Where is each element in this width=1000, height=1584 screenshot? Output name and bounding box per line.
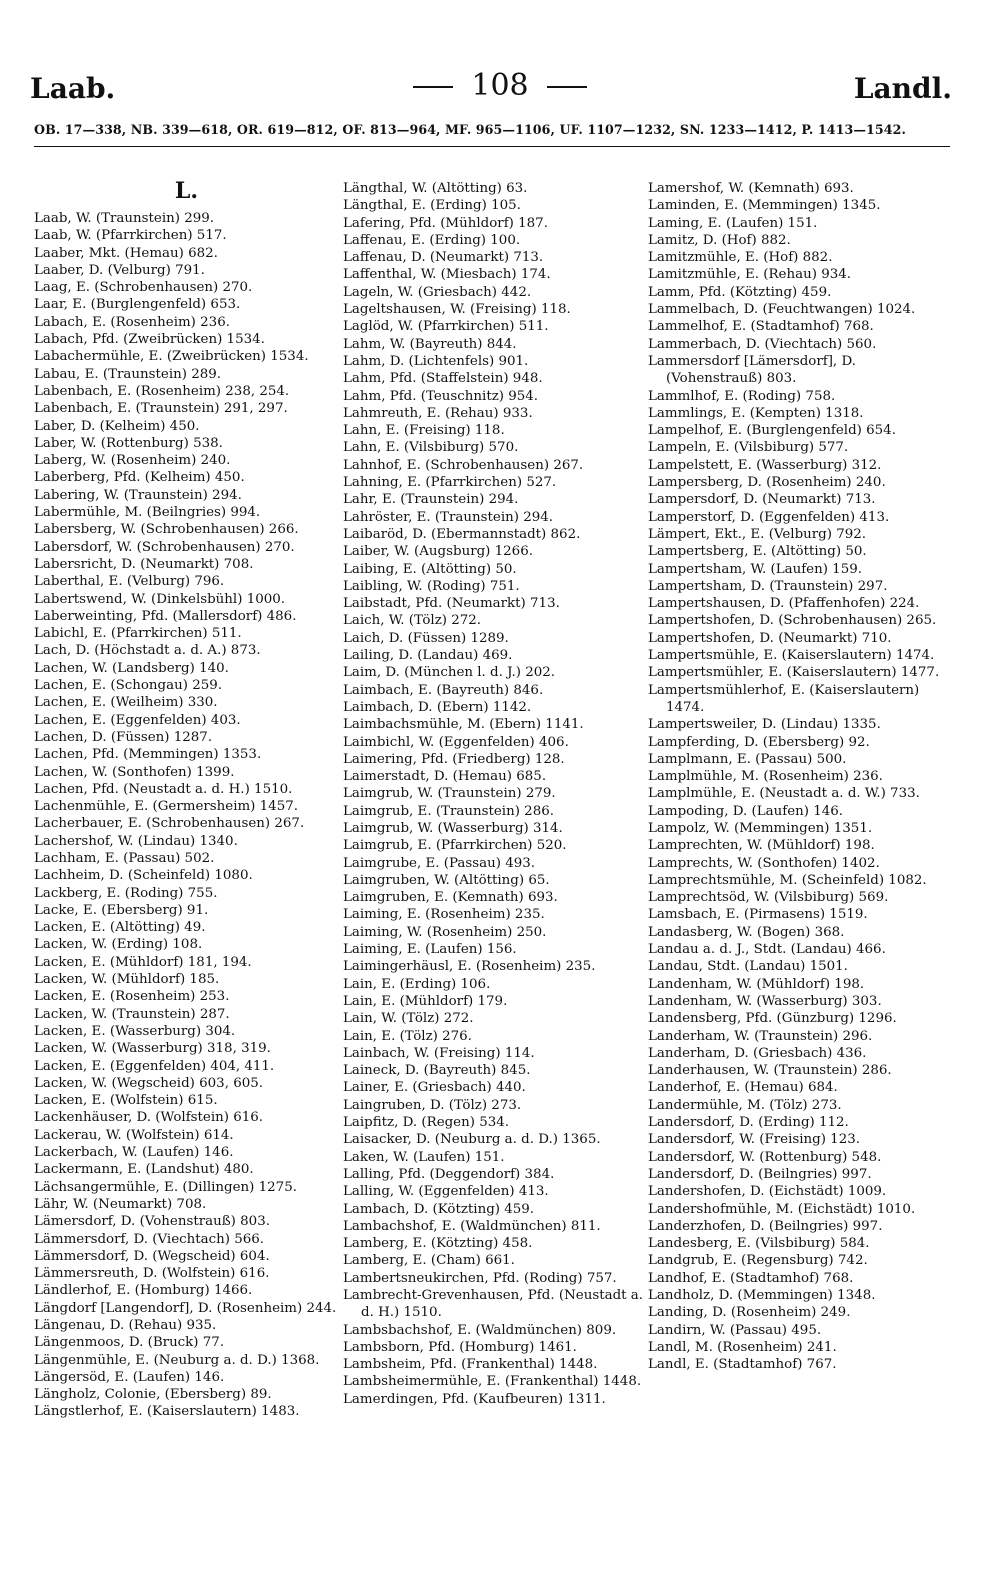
index-entry: Lämpert, Ekt., E. (Velburg) 792.	[648, 526, 867, 542]
index-entry: Ländlerhof, E. (Homburg) 1466.	[34, 1283, 253, 1299]
index-entry: Laimgrube, E. (Passau) 493.	[343, 855, 536, 871]
index-entry: Lamprechten, W. (Mühldorf) 198.	[648, 838, 875, 854]
index-entry: Laberberg, Pfd. (Kelheim) 450.	[34, 470, 245, 486]
header-rule	[34, 146, 950, 147]
index-entry: Laminden, E. (Memmingen) 1345.	[648, 198, 881, 214]
index-entry: Lachershof, W. (Lindau) 1340.	[34, 833, 238, 849]
dash-left	[413, 86, 453, 88]
index-entry: Labering, W. (Traunstein) 294.	[34, 487, 242, 503]
running-head-right: Landl.	[853, 72, 952, 105]
index-entry: Lämmersdorf, D. (Viechtach) 566.	[34, 1231, 265, 1247]
index-entry: Laberthal, E. (Velburg) 796.	[34, 574, 225, 590]
index-entry: Laimerstadt, D. (Hemau) 685.	[343, 769, 547, 785]
index-entry: Lamprechtsöd, W. (Vilsbiburg) 569.	[648, 890, 889, 906]
index-entry: Lampertsberg, E. (Altötting) 50.	[648, 544, 867, 560]
index-entry: Landau, Stdt. (Landau) 1501.	[648, 959, 848, 975]
index-entry: Laffenthal, W. (Miesbach) 174.	[343, 267, 551, 283]
index-entry: Lacken, W. (Wasserburg) 318, 319.	[34, 1041, 271, 1057]
index-entry: Lachen, Pfd. (Memmingen) 1353.	[34, 747, 262, 763]
index-entry: Lahröster, E. (Traunstein) 294.	[343, 509, 554, 525]
index-entry: Lacken, E. (Rosenheim) 253.	[34, 989, 230, 1005]
index-entry: Laibstadt, Pfd. (Neumarkt) 713.	[343, 596, 560, 612]
index-entry: Lampertshausen, D. (Pfaffenhofen) 224.	[648, 596, 920, 612]
index-entry: Lampolz, W. (Memmingen) 1351.	[648, 820, 873, 836]
index-entry: Lacherbauer, E. (Schrobenhausen) 267.	[34, 816, 305, 832]
index-entry: Lahnhof, E. (Schrobenhausen) 267.	[343, 457, 584, 473]
index-entry: Lambsbachshof, E. (Waldmünchen) 809.	[343, 1322, 617, 1338]
index-entry: Längholz, Colonie, (Ebersberg) 89.	[34, 1387, 272, 1403]
index-entry: Landerhausen, W. (Traunstein) 286.	[648, 1063, 892, 1079]
index-entry: Laimgruben, E. (Kemnath) 693.	[343, 890, 558, 906]
index-entry: Lammelhof, E. (Stadtamhof) 768.	[648, 319, 874, 335]
index-entry: Lachheim, D. (Scheinfeld) 1080.	[34, 868, 253, 884]
index-entry: Lackberg, E. (Roding) 755.	[34, 885, 218, 901]
index-entry: Lämmersreuth, D. (Wolfstein) 616.	[34, 1266, 270, 1282]
index-entry: Lackermann, E. (Landshut) 480.	[34, 1162, 254, 1178]
index-entry: Labersricht, D. (Neumarkt) 708.	[34, 556, 254, 572]
index-entry: Längersöd, E. (Laufen) 146.	[34, 1369, 225, 1385]
index-entry: Lainbach, W. (Freising) 114.	[343, 1045, 535, 1061]
index-entry: Längstlerhof, E. (Kaiserslautern) 1483.	[34, 1404, 300, 1420]
index-entry: Lammelbach, D. (Feuchtwangen) 1024.	[648, 302, 916, 318]
index-entry: Lacken, E. (Wolfstein) 615.	[34, 1093, 218, 1109]
index-entry: Lamplmann, E. (Passau) 500.	[648, 751, 847, 767]
index-entry: Lailing, D. (Landau) 469.	[343, 648, 513, 664]
index-entry: Labau, E. (Traunstein) 289.	[34, 366, 222, 382]
index-entry: Labersdorf, W. (Schrobenhausen) 270.	[34, 539, 295, 555]
index-entry: Laglöd, W. (Pfarrkirchen) 511.	[343, 319, 549, 335]
index-entry: Lachen, W. (Sonthofen) 1399.	[34, 764, 235, 780]
index-entry: Lamershof, W. (Kemnath) 693.	[648, 181, 854, 196]
index-entry: Lahning, E. (Pfarrkirchen) 527.	[343, 475, 557, 491]
index-entry: Lamitzmühle, E. (Hof) 882.	[648, 250, 833, 266]
index-entry: Lahr, E. (Traunstein) 294.	[343, 492, 519, 508]
index-entry: Längenau, D. (Rehau) 935.	[34, 1318, 217, 1333]
index-entry: Landerham, W. (Traunstein) 296.	[648, 1028, 873, 1044]
index-entry: Lacken, E. (Mühldorf) 181, 194.	[34, 954, 252, 970]
index-entry: Landersdorf, D. (Erding) 112.	[648, 1115, 849, 1131]
index-entry: Lampertsmühler, E. (Kaiserslautern) 1477.	[648, 665, 940, 681]
index-entry: Lambsheimermühle, E. (Frankenthal) 1448.	[343, 1374, 642, 1390]
index-entry: Lamperstorf, D. (Eggenfelden) 413.	[648, 509, 890, 525]
index-entry: Lamitzmühle, E. (Rehau) 934.	[648, 267, 852, 283]
index-entry: Laber, D. (Kelheim) 450.	[34, 418, 200, 434]
index-entry: Laineck, D. (Bayreuth) 845.	[343, 1063, 531, 1079]
index-entry: Laag, E. (Schrobenhausen) 270.	[34, 280, 253, 296]
index-entry: Lampertsham, D. (Traunstein) 297.	[648, 578, 888, 594]
index-entry: Lampertshofen, D. (Schrobenhausen) 265.	[648, 613, 937, 629]
index-entry: Lampelstett, E. (Wasserburg) 312.	[648, 457, 882, 473]
index-entry: Lackerbach, W. (Laufen) 146.	[34, 1145, 234, 1161]
index-entry: Lacken, E. (Altötting) 49.	[34, 920, 206, 936]
index-entry: Lamberg, E. (Cham) 661.	[343, 1253, 515, 1269]
index-entry: Lachen, E. (Schongau) 259.	[34, 678, 223, 694]
index-entry: Lamprechts, W. (Sonthofen) 1402.	[648, 855, 880, 871]
index-entry: Lampelhof, E. (Burglengenfeld) 654.	[648, 423, 896, 439]
index-entry: Lamsbach, E. (Pirmasens) 1519.	[648, 907, 868, 923]
index-entry: Lambsborn, Pfd. (Homburg) 1461.	[343, 1339, 577, 1355]
index-entry: Lambertsneukirchen, Pfd. (Roding) 757.	[343, 1270, 617, 1286]
index-entry: Lampertsham, W. (Laufen) 159.	[648, 561, 863, 577]
index-entry: Laaber, Mkt. (Hemau) 682.	[34, 245, 218, 261]
index-entry: Lain, W. (Tölz) 272.	[343, 1011, 474, 1027]
index-entry: Labenbach, E. (Traunstein) 291, 297.	[34, 401, 288, 417]
index-entry: Lammlhof, E. (Roding) 758.	[648, 388, 836, 404]
index-entry: Lambachshof, E. (Waldmünchen) 811.	[343, 1218, 601, 1234]
index-entry: Laim, D. (München l. d. J.) 202.	[343, 665, 556, 681]
index-entry: Lacken, E. (Eggenfelden) 404, 411.	[34, 1058, 275, 1074]
index-entry: Lahmreuth, E. (Rehau) 933.	[343, 405, 533, 421]
index-entry: Lain, E. (Mühldorf) 179.	[343, 993, 508, 1009]
index-entry: Längthal, W. (Altötting) 63.	[343, 181, 528, 196]
index-entry: Lamberg, E. (Kötzting) 458.	[343, 1236, 533, 1252]
index-entry: Laiming, W. (Rosenheim) 250.	[343, 924, 547, 940]
index-entry: Laimgrub, E. (Pfarrkirchen) 520.	[343, 838, 567, 854]
index-entry: Laab, W. (Pfarrkirchen) 517.	[34, 228, 227, 244]
index-entry: Lamerdingen, Pfd. (Kaufbeuren) 1311.	[343, 1391, 606, 1407]
section-ranges: OB. 17—338, NB. 339—618, OR. 619—812, OF. 813—964, MF. 965—1106, UF. 1107—1232, SN. 1233—1412, P. 1413—1542.	[34, 122, 906, 137]
index-entry: Lackerau, W. (Wolfstein) 614.	[34, 1127, 234, 1143]
index-entry: Lachen, E. (Weilheim) 330.	[34, 695, 218, 711]
index-entry: Lahn, E. (Vilsbiburg) 570.	[343, 440, 519, 456]
index-entry: Lalling, Pfd. (Deggendorf) 384.	[343, 1166, 555, 1182]
index-entry: Laibaröd, D. (Ebermannstadt) 862.	[343, 526, 581, 542]
index-entry: Landensberg, Pfd. (Günzburg) 1296.	[648, 1011, 897, 1027]
index-entry: Längenmühle, E. (Neuburg a. d. D.) 1368.	[34, 1352, 320, 1368]
running-head-left: Laab.	[30, 72, 116, 105]
index-entry: Lahm, D. (Lichtenfels) 901.	[343, 353, 529, 369]
index-entry: Landersdorf, W. (Rottenburg) 548.	[648, 1149, 882, 1165]
index-entry: Landerham, D. (Griesbach) 436.	[648, 1045, 867, 1061]
index-entry: Landerzhofen, D. (Beilngries) 997.	[648, 1218, 883, 1234]
index-entry: Lacken, W. (Mühldorf) 185.	[34, 972, 220, 988]
index-entry: Lamprechtsmühle, M. (Scheinfeld) 1082.	[648, 872, 927, 888]
index-entry: Lahm, Pfd. (Teuschnitz) 954.	[343, 388, 539, 404]
index-entry: Labach, Pfd. (Zweibrücken) 1534.	[34, 332, 265, 348]
index-entry: Laffenau, D. (Neumarkt) 713.	[343, 250, 544, 266]
index-entry: Labach, E. (Rosenheim) 236.	[34, 314, 230, 330]
index-entry: Landirn, W. (Passau) 495.	[648, 1322, 822, 1338]
index-entry: Lacke, E. (Ebersberg) 91.	[34, 902, 209, 918]
index-entry: Laken, W. (Laufen) 151.	[343, 1149, 505, 1165]
index-entry: Landgrub, E. (Regensburg) 742.	[648, 1253, 868, 1269]
index-entry: Lageln, W. (Griesbach) 442.	[343, 284, 532, 300]
index-entry: Lachen, Pfd. (Neustadt a. d. H.) 1510.	[34, 781, 293, 797]
index-entry: Lainer, E. (Griesbach) 440.	[343, 1080, 526, 1096]
index-entry: Labersberg, W. (Schrobenhausen) 266.	[34, 522, 299, 538]
index-entry: Laar, E. (Burglengenfeld) 653.	[34, 297, 241, 313]
index-entry: Laimgrub, E. (Traunstein) 286.	[343, 803, 554, 819]
index-entry: Längenmoos, D. (Bruck) 77.	[34, 1335, 225, 1351]
index-entry: Laimgruben, W. (Altötting) 65.	[343, 872, 550, 888]
index-entry: Lammlings, E. (Kempten) 1318.	[648, 405, 864, 421]
index-entry: Lampertshofen, D. (Neumarkt) 710.	[648, 630, 892, 646]
index-entry: Laimbichl, W. (Eggenfelden) 406.	[343, 734, 569, 750]
index-entry: Laipfitz, D. (Regen) 534.	[343, 1115, 510, 1131]
index-entry: Lachenmühle, E. (Germersheim) 1457.	[34, 799, 298, 815]
index-entry: Lafering, Pfd. (Mühldorf) 187.	[343, 215, 548, 231]
column-1	[34, 180, 339, 1421]
index-entry: Lamitz, D. (Hof) 882.	[648, 232, 791, 248]
index-entry: Lampersdorf, D. (Neumarkt) 713.	[648, 492, 876, 508]
index-entry: Labermühle, M. (Beilngries) 994.	[34, 505, 261, 521]
index-entry: Landermühle, M. (Tölz) 273.	[648, 1097, 842, 1113]
index-entry: Lämmersdorf, D. (Wegscheid) 604.	[34, 1248, 270, 1264]
index-entry: Lahm, Pfd. (Staffelstein) 948.	[343, 371, 543, 387]
index-entry: Laiming, E. (Rosenheim) 235.	[343, 907, 545, 923]
index-entry: Lachen, E. (Eggenfelden) 403.	[34, 712, 241, 728]
index-entry: Laiming, E. (Laufen) 156.	[343, 942, 517, 958]
index-entry: Landasberg, W. (Bogen) 368.	[648, 924, 845, 940]
index-entry: Lalling, W. (Eggenfelden) 413.	[343, 1184, 549, 1200]
index-entry: Lampertsmühlerhof, E. (Kaiserslautern) 1474.	[648, 682, 920, 715]
index-entry: Landenham, W. (Mühldorf) 198.	[648, 976, 865, 992]
index-entry: Lackenhäuser, D. (Wolfstein) 616.	[34, 1110, 264, 1126]
index-entry: Landershofmühle, M. (Eichstädt) 1010.	[648, 1201, 916, 1217]
index-entry: Lächsangermühle, E. (Dillingen) 1275.	[34, 1179, 297, 1195]
index-entry: Laffenau, E. (Erding) 100.	[343, 232, 521, 248]
index-entry: Labachermühle, E. (Zweibrücken) 1534.	[34, 349, 309, 365]
index-entry: Lamplmühle, M. (Rosenheim) 236.	[648, 769, 883, 785]
index-entry: Laber, W. (Rottenburg) 538.	[34, 435, 223, 451]
index-entry: Lampoding, D. (Laufen) 146.	[648, 803, 844, 819]
index-entry: Lacken, E. (Wasserburg) 304.	[34, 1023, 236, 1039]
index-entry: Landersdorf, W. (Freising) 123.	[648, 1132, 860, 1148]
index-entry: Laimbach, E. (Bayreuth) 846.	[343, 682, 544, 698]
index-entry: Laimbachsmühle, M. (Ebern) 1141.	[343, 717, 584, 733]
index-entry: Lacken, W. (Traunstein) 287.	[34, 1006, 230, 1022]
index-entry: Lampersberg, D. (Rosenheim) 240.	[648, 475, 886, 491]
index-entry: Landenham, W. (Wasserburg) 303.	[648, 993, 882, 1009]
column-3	[648, 180, 953, 1373]
index-entry: Laimgrub, W. (Traunstein) 279.	[343, 786, 556, 802]
index-entry: Lachen, D. (Füssen) 1287.	[34, 729, 213, 745]
index-entry: Labenbach, E. (Rosenheim) 238, 254.	[34, 383, 290, 399]
index-entry: Lammersdorf [Lämersdorf], D. (Vohenstrauß) 803.	[648, 353, 856, 387]
index-entry: Lach, D. (Höchstadt a. d. A.) 873.	[34, 643, 261, 659]
index-entry: Lähr, W. (Neumarkt) 708.	[34, 1196, 207, 1212]
index-entry: Lacken, W. (Erding) 108.	[34, 937, 203, 953]
index-entry: Laibling, W. (Roding) 751.	[343, 578, 520, 594]
index-entry: Lammerbach, D. (Viechtach) 560.	[648, 336, 877, 352]
index-entry: Längdorf [Langendorf], D. (Rosenheim) 244.	[34, 1300, 337, 1316]
index-entry: Lain, E. (Tölz) 276.	[343, 1028, 472, 1044]
index-entry: Landesberg, E. (Vilsbiburg) 584.	[648, 1236, 870, 1252]
dash-right	[547, 86, 587, 88]
index-entry: Laab, W. (Traunstein) 299.	[34, 211, 215, 226]
index-entry: Lampertsmühle, E. (Kaiserslautern) 1474.	[648, 648, 935, 664]
section-letter: L.	[174, 178, 199, 204]
index-entry: Laimering, Pfd. (Friedberg) 128.	[343, 751, 565, 767]
index-entry: Landau a. d. J., Stdt. (Landau) 466.	[648, 942, 886, 958]
index-entry: Landhof, E. (Stadtamhof) 768.	[648, 1270, 854, 1286]
index-entry: Landershofen, D. (Eichstädt) 1009.	[648, 1184, 887, 1200]
index-entry: Lahn, E. (Freising) 118.	[343, 423, 505, 439]
index-entry: Laimbach, D. (Ebern) 1142.	[343, 699, 532, 715]
index-entry: Lain, E. (Erding) 106.	[343, 976, 491, 992]
index-entry: Laaber, D. (Velburg) 791.	[34, 262, 205, 278]
index-entry: Laiber, W. (Augsburg) 1266.	[343, 544, 533, 560]
index-entry: Lahm, W. (Bayreuth) 844.	[343, 336, 517, 352]
index-entry: Laberweinting, Pfd. (Mallersdorf) 486.	[34, 608, 297, 624]
index-entry: Labertswend, W. (Dinkelsbühl) 1000.	[34, 591, 286, 607]
index-entry: Landl, E. (Stadtamhof) 767.	[648, 1357, 837, 1373]
index-entry: Lamplmühle, E. (Neustadt a. d. W.) 733.	[648, 786, 920, 802]
index-entry: Landing, D. (Rosenheim) 249.	[648, 1305, 851, 1321]
index-entry: Landl, M. (Rosenheim) 241.	[648, 1339, 837, 1355]
index-entry: Laich, D. (Füssen) 1289.	[343, 630, 509, 646]
index-entry: Lambach, D. (Kötzting) 459.	[343, 1201, 535, 1217]
index-entry: Lambsheim, Pfd. (Frankenthal) 1448.	[343, 1357, 598, 1373]
page-number: 108	[471, 68, 529, 103]
index-entry: Laimgrub, W. (Wasserburg) 314.	[343, 820, 563, 836]
index-entry: Laming, E. (Laufen) 151.	[648, 215, 818, 231]
index-entry: Landersdorf, D. (Beilngries) 997.	[648, 1166, 872, 1182]
index-entry: Lamm, Pfd. (Kötzting) 459.	[648, 284, 832, 300]
index-entry: Laimingerhäusl, E. (Rosenheim) 235.	[343, 959, 596, 975]
index-entry: Lambrecht-Grevenhausen, Pfd. (Neustadt a. d. H.) 1510.	[343, 1288, 644, 1321]
index-entry: Lacken, W. (Wegscheid) 603, 605.	[34, 1075, 264, 1091]
index-entry: Landerhof, E. (Hemau) 684.	[648, 1080, 838, 1096]
index-entry: Laisacker, D. (Neuburg a. d. D.) 1365.	[343, 1132, 601, 1148]
index-entry: Längthal, E. (Erding) 105.	[343, 198, 521, 214]
index-entry: Landholz, D. (Memmingen) 1348.	[648, 1288, 876, 1303]
page-number-line	[0, 68, 1000, 103]
index-entry: Lämersdorf, D. (Vohenstrauß) 803.	[34, 1214, 270, 1230]
index-entry: Labichl, E. (Pfarrkirchen) 511.	[34, 626, 242, 642]
index-entry: Lampferding, D. (Ebersberg) 92.	[648, 734, 870, 750]
index-entry: Lampertsweiler, D. (Lindau) 1335.	[648, 717, 881, 733]
index-entry: Lageltshausen, W. (Freising) 118.	[343, 302, 571, 318]
index-entry: Lampeln, E. (Vilsbiburg) 577.	[648, 440, 849, 456]
index-entry: Laibing, E. (Altötting) 50.	[343, 561, 517, 577]
column-2	[343, 180, 648, 1408]
index-entry: Laberg, W. (Rosenheim) 240.	[34, 453, 231, 469]
index-entry: Laingruben, D. (Tölz) 273.	[343, 1097, 522, 1113]
index-entry: Laich, W. (Tölz) 272.	[343, 613, 482, 629]
index-entry: Lachham, E. (Passau) 502.	[34, 850, 215, 866]
index-entry: Lachen, W. (Landsberg) 140.	[34, 660, 229, 676]
